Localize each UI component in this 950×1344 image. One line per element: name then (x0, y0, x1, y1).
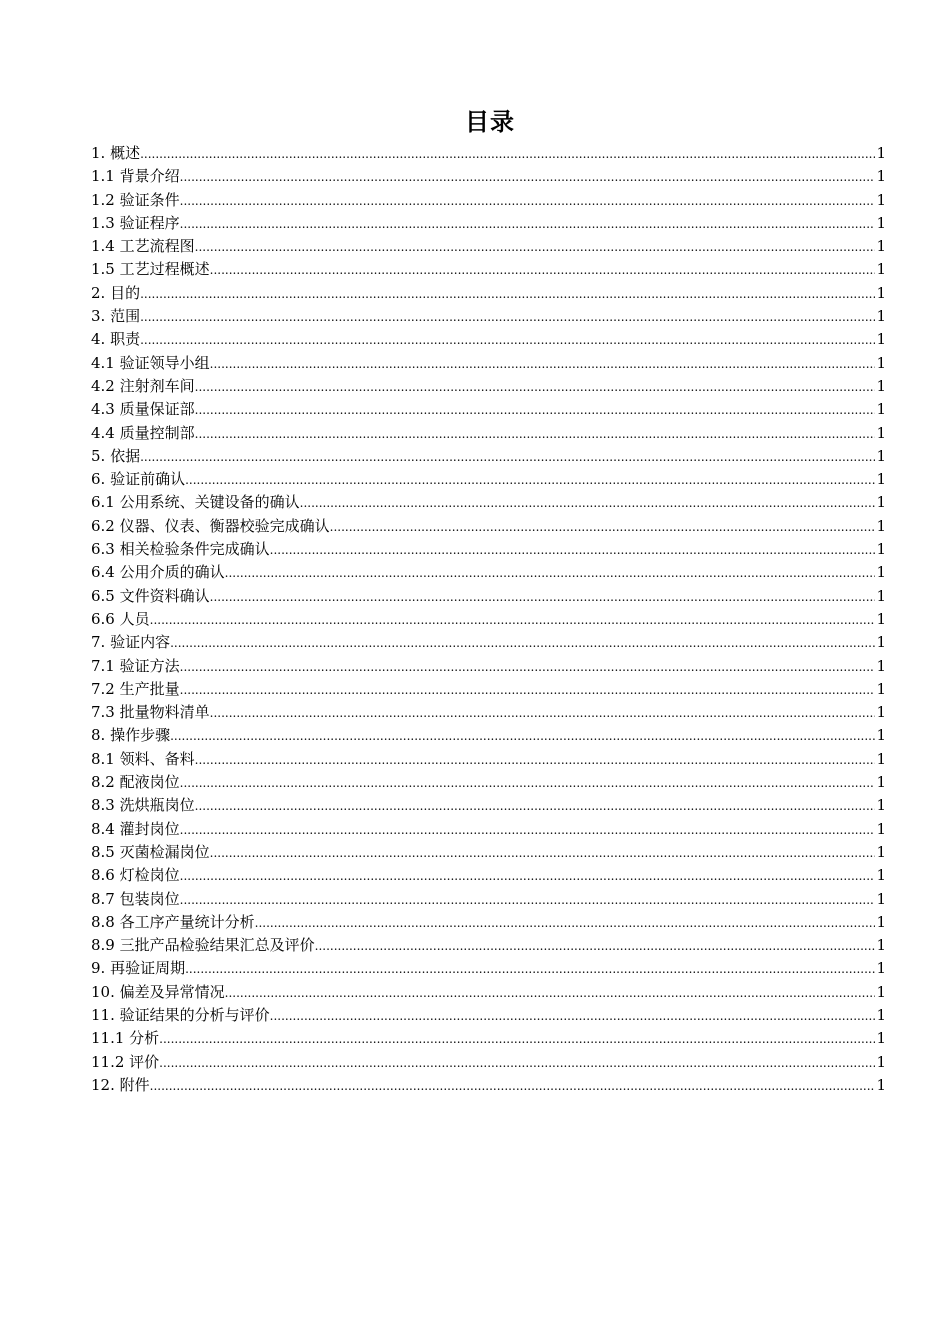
toc-entry[interactable] (91, 748, 886, 771)
toc-entry[interactable] (91, 818, 886, 841)
toc-entry-label: 8.1 领料、备料 (91, 749, 195, 768)
toc-dot-leader (140, 446, 875, 469)
toc-entry-label: 5. 依据 (91, 446, 141, 465)
toc-entry-label: 4.4 质量控制部 (91, 423, 195, 442)
toc-dot-leader (140, 143, 875, 166)
toc-dot-leader (210, 259, 876, 282)
toc-dot-leader (150, 609, 876, 632)
toc-entry-page-number: 1 (876, 936, 886, 955)
toc-dot-leader (225, 562, 876, 585)
toc-entry-label: 10. 偏差及异常情况 (91, 982, 225, 1001)
toc-entry[interactable] (91, 491, 886, 514)
toc-entry-label: 8.3 洗烘瓶岗位 (91, 796, 195, 815)
toc-entry-label: 12. 附件 (91, 1075, 150, 1094)
toc-entry-page-number: 1 (876, 586, 886, 605)
toc-entry-page-number: 1 (876, 446, 886, 465)
toc-entry-page-number: 1 (876, 842, 886, 861)
toc-entry[interactable] (91, 911, 886, 934)
toc-dot-leader (195, 749, 876, 772)
toc-entry-label: 8.6 灯检岗位 (91, 866, 180, 885)
toc-entry-label: 1.4 工艺流程图 (91, 237, 195, 256)
toc-entry[interactable] (91, 375, 886, 398)
toc-entry-label: 8.5 灭菌检漏岗位 (91, 842, 210, 861)
toc-entry[interactable] (91, 585, 886, 608)
toc-entry-page-number: 1 (876, 237, 886, 256)
toc-entry-page-number: 1 (876, 376, 886, 395)
toc-entry[interactable] (91, 1051, 886, 1074)
toc-entry-label: 4.2 注射剂车间 (91, 376, 195, 395)
toc-entry-label: 6.5 文件资料确认 (91, 586, 210, 605)
toc-dot-leader (170, 632, 875, 655)
toc-title: 目录 (465, 108, 515, 136)
toc-dot-leader (180, 889, 876, 912)
toc-entry[interactable] (91, 678, 886, 701)
toc-entry[interactable] (91, 1074, 886, 1097)
toc-entry-page-number: 1 (876, 1005, 886, 1024)
toc-entry[interactable] (91, 235, 886, 258)
toc-entry-label: 6.4 公用介质的确认 (91, 563, 225, 582)
toc-entry-label: 1.3 验证程序 (91, 213, 180, 232)
toc-entry[interactable] (91, 771, 886, 794)
toc-entry-label: 11.2 评价 (91, 1052, 160, 1071)
toc-dot-leader (315, 935, 876, 958)
toc-dot-leader (210, 353, 876, 376)
toc-entry[interactable] (91, 631, 886, 654)
toc-entry-label: 11. 验证结果的分析与评价 (91, 1005, 270, 1024)
toc-dot-leader (185, 469, 875, 492)
toc-entry[interactable] (91, 212, 886, 235)
toc-dot-leader (185, 958, 875, 981)
toc-dot-leader (210, 842, 876, 865)
toc-entry-label: 8.7 包装岗位 (91, 889, 180, 908)
toc-entry-label: 6.3 相关检验条件完成确认 (91, 540, 270, 559)
toc-entry-label: 8.9 三批产品检验结果汇总及评价 (91, 936, 315, 955)
toc-dot-leader (255, 912, 876, 935)
toc-entry-page-number: 1 (876, 330, 886, 349)
toc-entry-page-number: 1 (876, 260, 886, 279)
toc-entry[interactable] (91, 142, 886, 165)
toc-dot-leader (159, 1052, 875, 1075)
toc-entry-page-number: 1 (876, 1052, 886, 1071)
toc-dot-leader (195, 423, 876, 446)
toc-entry-page-number: 1 (876, 633, 886, 652)
toc-entry[interactable] (91, 934, 886, 957)
toc-entry[interactable] (91, 305, 886, 328)
toc-entry[interactable] (91, 258, 886, 281)
toc-dot-leader (195, 376, 876, 399)
toc-entry[interactable] (91, 1004, 886, 1027)
toc-entry[interactable] (91, 328, 886, 351)
toc-entry-page-number: 1 (876, 889, 886, 908)
toc-dot-leader (300, 492, 876, 515)
toc-entry[interactable] (91, 655, 886, 678)
toc-dot-leader (195, 399, 876, 422)
toc-entry-page-number: 1 (876, 516, 886, 535)
toc-entry-label: 1.2 验证条件 (91, 190, 180, 209)
toc-entry-page-number: 1 (876, 144, 886, 162)
toc-entry-label: 6.2 仪器、仪表、衡器校验完成确认 (91, 516, 330, 535)
toc-entry[interactable] (91, 398, 886, 421)
toc-entry-label: 9. 再验证周期 (91, 959, 186, 978)
toc-entry-label: 7.2 生产批量 (91, 679, 180, 698)
toc-entry-label: 8. 操作步骤 (91, 726, 171, 745)
toc-entry[interactable] (91, 165, 886, 188)
toc-entry-page-number: 1 (876, 1075, 886, 1094)
toc-entry-page-number: 1 (876, 1029, 886, 1048)
toc-entry-label: 6.6 人员 (91, 609, 150, 628)
toc-entry-label: 8.2 配液岗位 (91, 773, 180, 792)
toc-entry-label: 1.5 工艺过程概述 (91, 260, 210, 279)
toc-dot-leader (210, 702, 876, 725)
toc-entry-page-number: 1 (876, 982, 886, 1001)
toc-dot-leader (180, 656, 876, 679)
toc-entry-page-number: 1 (876, 307, 886, 326)
toc-entry-page-number: 1 (876, 679, 886, 698)
toc-entry[interactable] (91, 701, 886, 724)
toc-entry-page-number: 1 (876, 959, 886, 978)
toc-entry[interactable] (91, 422, 886, 445)
toc-entry-label: 1.1 背景介绍 (91, 167, 180, 186)
toc-entry-label: 4.1 验证领导小组 (91, 353, 210, 372)
toc-entry[interactable] (91, 515, 886, 538)
toc-entry-page-number: 1 (876, 423, 886, 442)
toc-entry-label: 1. 概述 (91, 144, 141, 162)
toc-dot-leader (180, 865, 876, 888)
toc-entry-page-number: 1 (876, 703, 886, 722)
toc-dot-leader (150, 1075, 876, 1098)
toc-dot-leader (159, 1028, 875, 1051)
toc-entry[interactable] (91, 282, 886, 305)
toc-entry[interactable] (91, 468, 886, 491)
toc-dot-leader (170, 725, 875, 748)
toc-entry[interactable] (91, 888, 886, 911)
toc-entry-label: 4.3 质量保证部 (91, 400, 195, 419)
toc-entry-page-number: 1 (876, 540, 886, 559)
toc-entry-label: 3. 范围 (91, 307, 141, 326)
toc-entry[interactable] (91, 724, 886, 747)
toc-entry[interactable] (91, 1027, 886, 1050)
toc-entry-label: 11.1 分析 (91, 1029, 160, 1048)
toc-dot-leader (225, 982, 876, 1005)
toc-entry[interactable] (91, 445, 886, 468)
toc-entry[interactable] (91, 189, 886, 212)
toc-dot-leader (140, 329, 875, 352)
toc-dot-leader (180, 213, 876, 236)
toc-entry[interactable] (91, 608, 886, 631)
toc-entry-label: 8.4 灌封岗位 (91, 819, 180, 838)
toc-dot-leader (180, 166, 876, 189)
toc-dot-leader (195, 795, 876, 818)
toc-entry-page-number: 1 (876, 563, 886, 582)
toc-entry[interactable] (91, 841, 886, 864)
toc-entry-page-number: 1 (876, 749, 886, 768)
toc-dot-leader (140, 283, 875, 306)
toc-entry-label: 6. 验证前确认 (91, 470, 186, 489)
toc-entry-label: 8.8 各工序产量统计分析 (91, 912, 255, 931)
toc-dot-leader (330, 516, 876, 539)
toc-entry-page-number: 1 (876, 493, 886, 512)
toc-entry-page-number: 1 (876, 190, 886, 209)
toc-entry[interactable] (91, 352, 886, 375)
toc-dot-leader (180, 190, 876, 213)
toc-entry-page-number: 1 (876, 656, 886, 675)
toc-entry-page-number: 1 (876, 213, 886, 232)
toc-dot-leader (210, 586, 876, 609)
toc-entry-label: 4. 职责 (91, 330, 141, 349)
toc-entry-page-number: 1 (876, 167, 886, 186)
toc-entry[interactable] (91, 794, 886, 817)
toc-entry-page-number: 1 (876, 866, 886, 885)
toc-entry-label: 7.3 批量物料清单 (91, 703, 210, 722)
toc-entry[interactable] (91, 981, 886, 1004)
toc-dot-leader (180, 772, 876, 795)
toc-entry-page-number: 1 (876, 353, 886, 372)
toc-dot-leader (270, 1005, 876, 1028)
toc-entry-page-number: 1 (876, 470, 886, 489)
toc-dot-leader (195, 236, 876, 259)
toc-entry-page-number: 1 (876, 773, 886, 792)
toc-entry[interactable] (91, 561, 886, 584)
toc-entry-label: 2. 目的 (91, 283, 141, 302)
toc-entry[interactable] (91, 957, 886, 980)
toc-entry-label: 7. 验证内容 (91, 633, 171, 652)
toc-dot-leader (180, 679, 876, 702)
toc-entry-page-number: 1 (876, 912, 886, 931)
toc-entry-page-number: 1 (876, 609, 886, 628)
toc-entry-page-number: 1 (876, 726, 886, 745)
toc-entry-page-number: 1 (876, 796, 886, 815)
toc-entry-label: 7.1 验证方法 (91, 656, 180, 675)
toc-entry-page-number: 1 (876, 819, 886, 838)
toc-entry[interactable] (91, 864, 886, 887)
toc-dot-leader (270, 539, 876, 562)
toc-dot-leader (180, 819, 876, 842)
toc-entry[interactable] (91, 538, 886, 561)
toc-list (91, 142, 886, 1097)
toc-dot-leader (140, 306, 875, 329)
toc-entry-page-number: 1 (876, 283, 886, 302)
toc-entry-label: 6.1 公用系统、关键设备的确认 (91, 493, 300, 512)
toc-entry-page-number: 1 (876, 400, 886, 419)
